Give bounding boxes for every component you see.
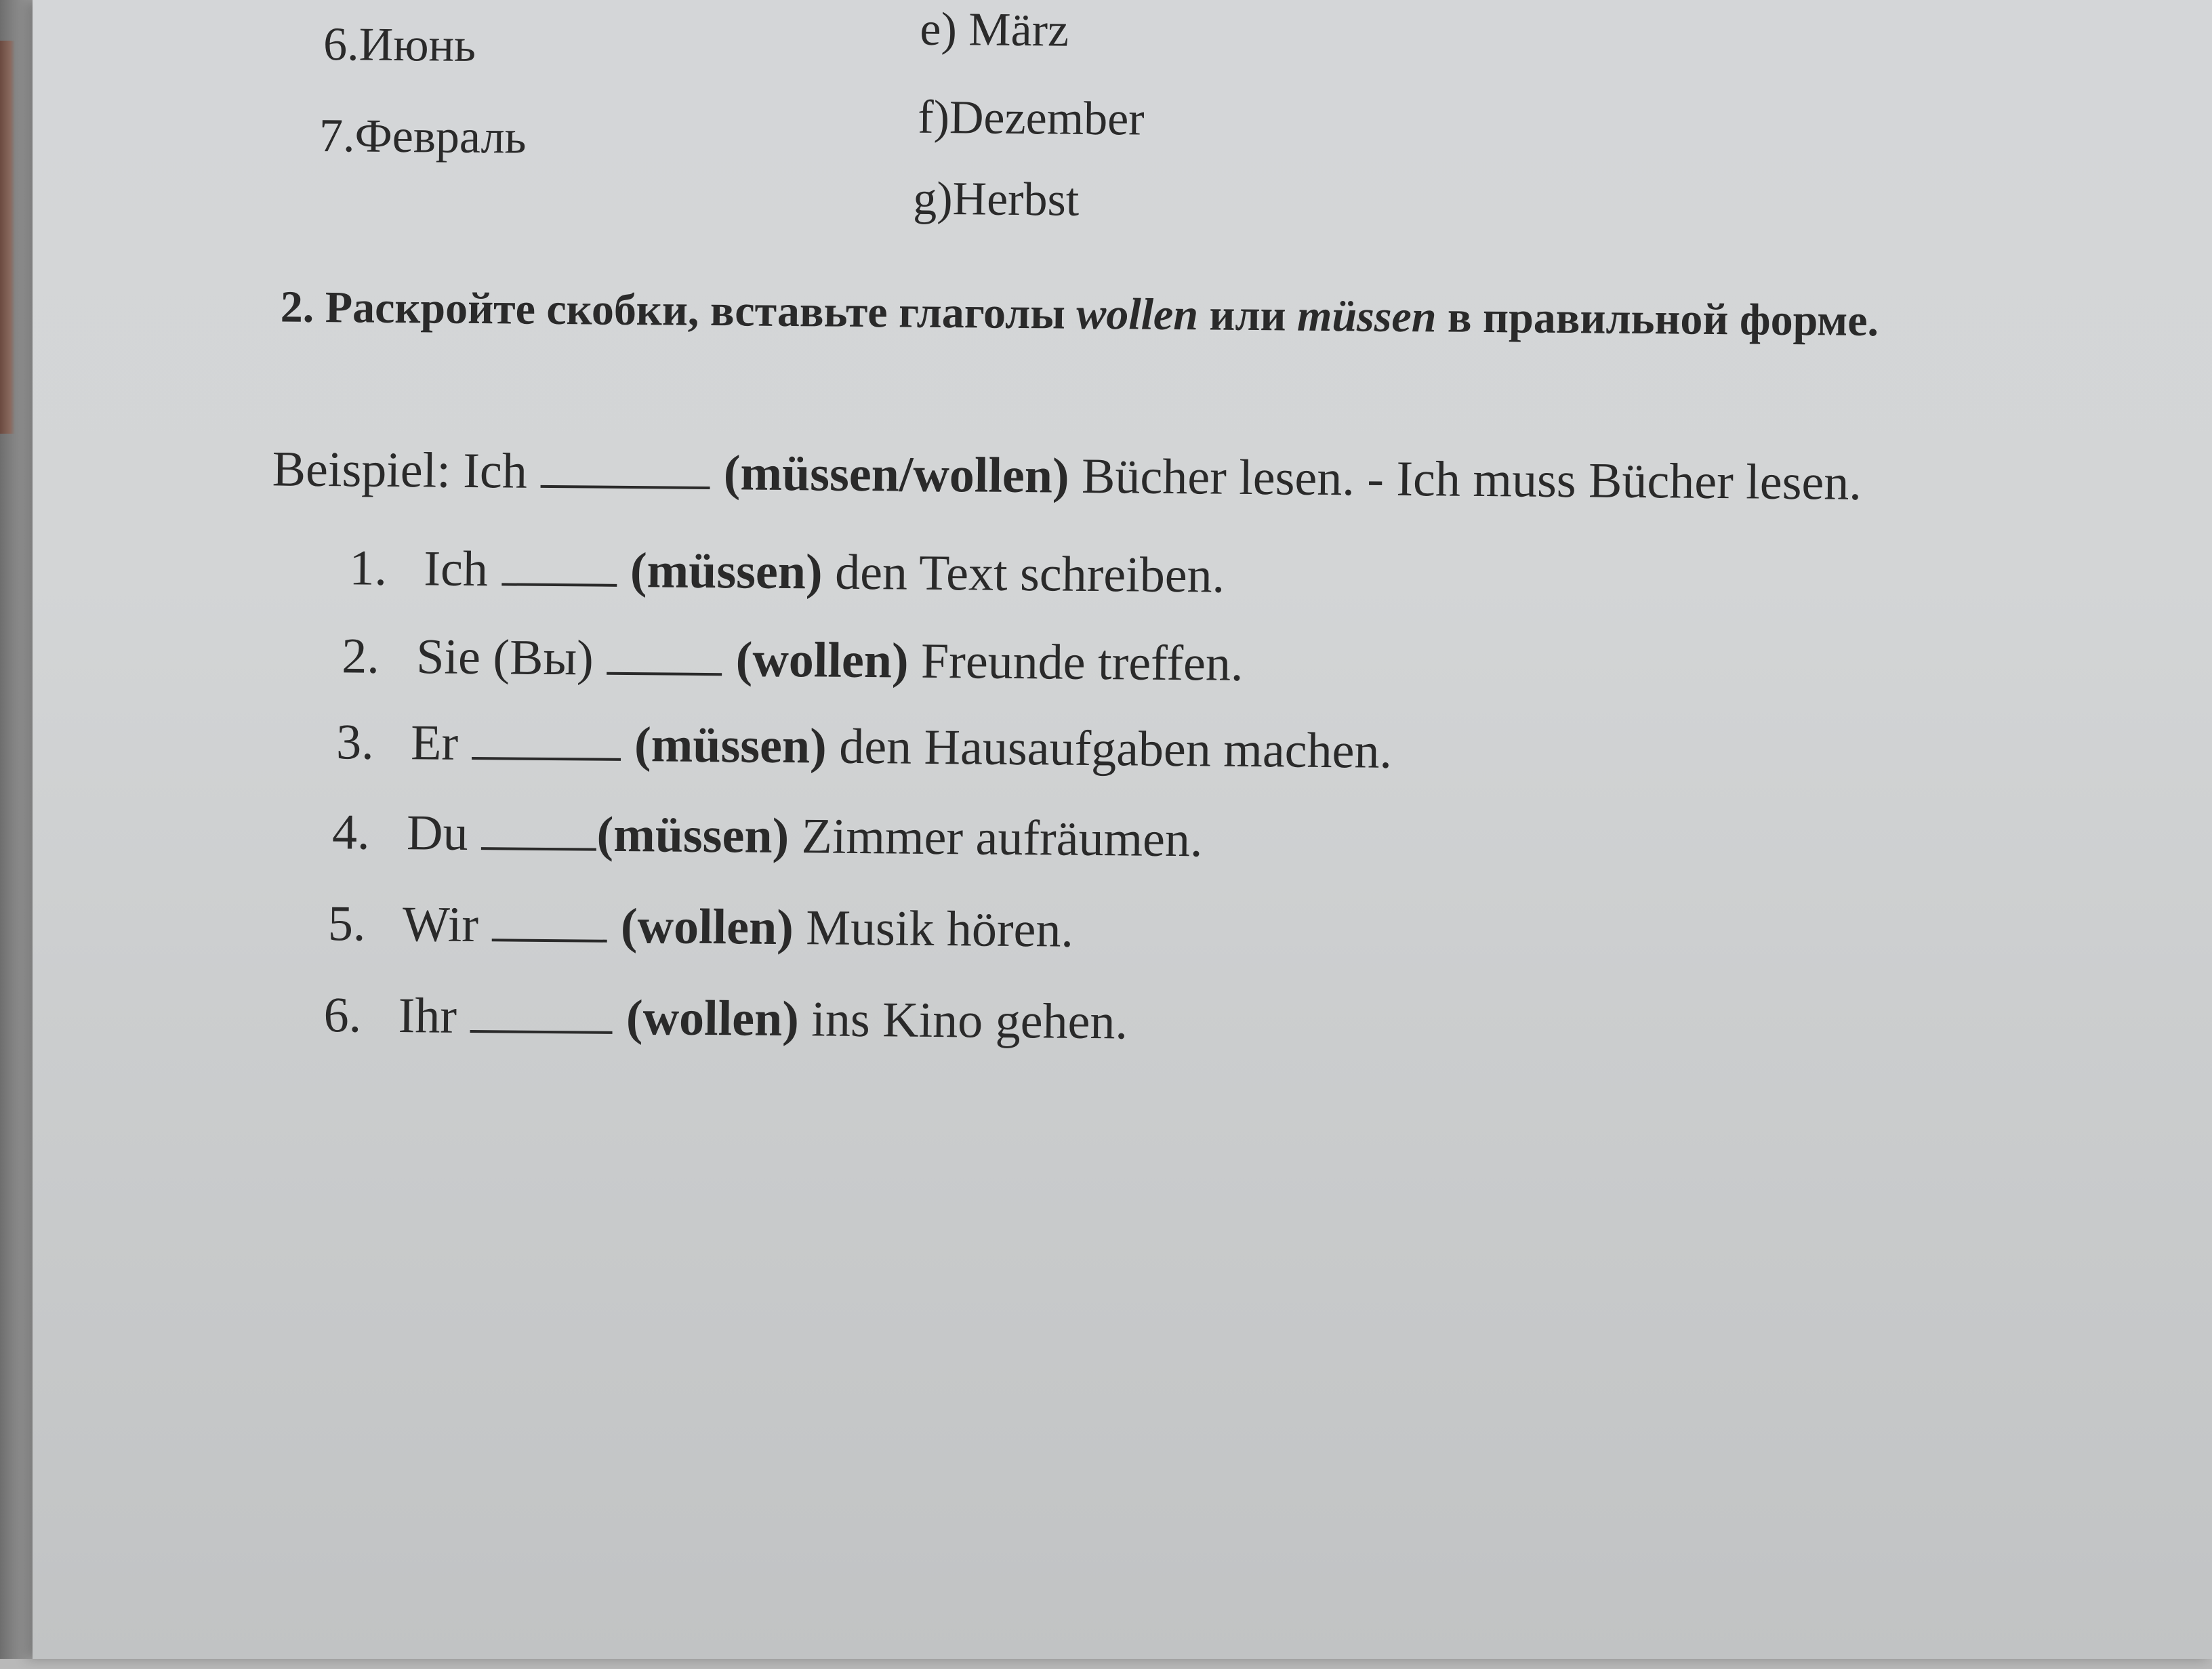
answer-blank[interactable] — [481, 805, 597, 850]
item-number: 3. — [335, 714, 375, 770]
match-left-item: 6.Июнь — [323, 18, 476, 73]
item-verb: (wollen) — [626, 989, 800, 1048]
item-rest: Freunde treffen. — [920, 633, 1244, 692]
task-heading-text: Раскройте скобки, вставьте глаголы — [325, 283, 1066, 339]
item-rest: Zimmer aufräumen. — [801, 808, 1203, 868]
item-rest: den Text schreiben. — [834, 544, 1225, 604]
item-subject: Du — [406, 805, 468, 861]
item-subject: Ihr — [398, 988, 457, 1044]
word-or: или — [1209, 290, 1286, 341]
item-verb: (wollen) — [620, 898, 794, 956]
item-number: 2. — [342, 628, 380, 684]
item-rest: den Hausaufgaben machen. — [838, 718, 1393, 779]
item-verb: (müssen) — [634, 717, 827, 775]
exercise-item — [342, 627, 1244, 692]
verb-muessen: müssen — [1296, 291, 1437, 342]
item-subject: Wir — [402, 897, 479, 953]
item-subject: Er — [410, 715, 459, 771]
match-left-item: 7.Февраль — [319, 109, 527, 164]
example-blank — [541, 443, 711, 489]
exercise-item — [323, 987, 1128, 1050]
task-heading-text-2: в правильной — [1447, 292, 1729, 345]
item-rest: Musik hören. — [805, 900, 1074, 958]
item-verb: (wollen) — [735, 632, 909, 689]
exercise-item — [349, 539, 1225, 604]
task-number: 2. — [280, 282, 314, 332]
item-number: 4. — [331, 804, 370, 861]
item-rest: ins Kino gehen. — [811, 991, 1128, 1050]
task-heading — [280, 282, 2043, 346]
match-right-item: f)Dezember — [918, 91, 1145, 146]
answer-blank[interactable] — [470, 988, 613, 1034]
item-number: 6. — [323, 987, 362, 1044]
match-right-item: g)Herbst — [912, 172, 1080, 226]
example-rest: Bücher lesen. - — [1081, 448, 1385, 507]
item-verb: (müssen) — [596, 806, 790, 865]
task-heading-text-3: форме. — [1739, 295, 1879, 346]
verb-wollen: wollen — [1076, 289, 1199, 340]
answer-blank[interactable] — [492, 897, 608, 942]
item-verb: (müssen) — [630, 543, 823, 600]
answer-blank[interactable] — [501, 541, 617, 586]
item-number: 1. — [349, 540, 388, 596]
exercise-item — [331, 804, 1203, 868]
exercise-item — [336, 714, 1392, 777]
example-line — [272, 440, 1862, 511]
example-answer: Ich muss Bücher lesen. — [1396, 451, 1862, 511]
answer-blank[interactable] — [607, 630, 723, 676]
exercise-item — [327, 895, 1074, 958]
item-subject: Ich — [424, 541, 489, 598]
item-subject: Sie (Вы) — [416, 629, 594, 686]
example-prefix: Beispiel: Ich — [272, 441, 528, 499]
example-verb: (müssen/wollen) — [723, 445, 1069, 504]
item-number: 5. — [327, 896, 366, 952]
match-right-item: e) März — [920, 3, 1069, 57]
answer-blank[interactable] — [472, 715, 621, 761]
